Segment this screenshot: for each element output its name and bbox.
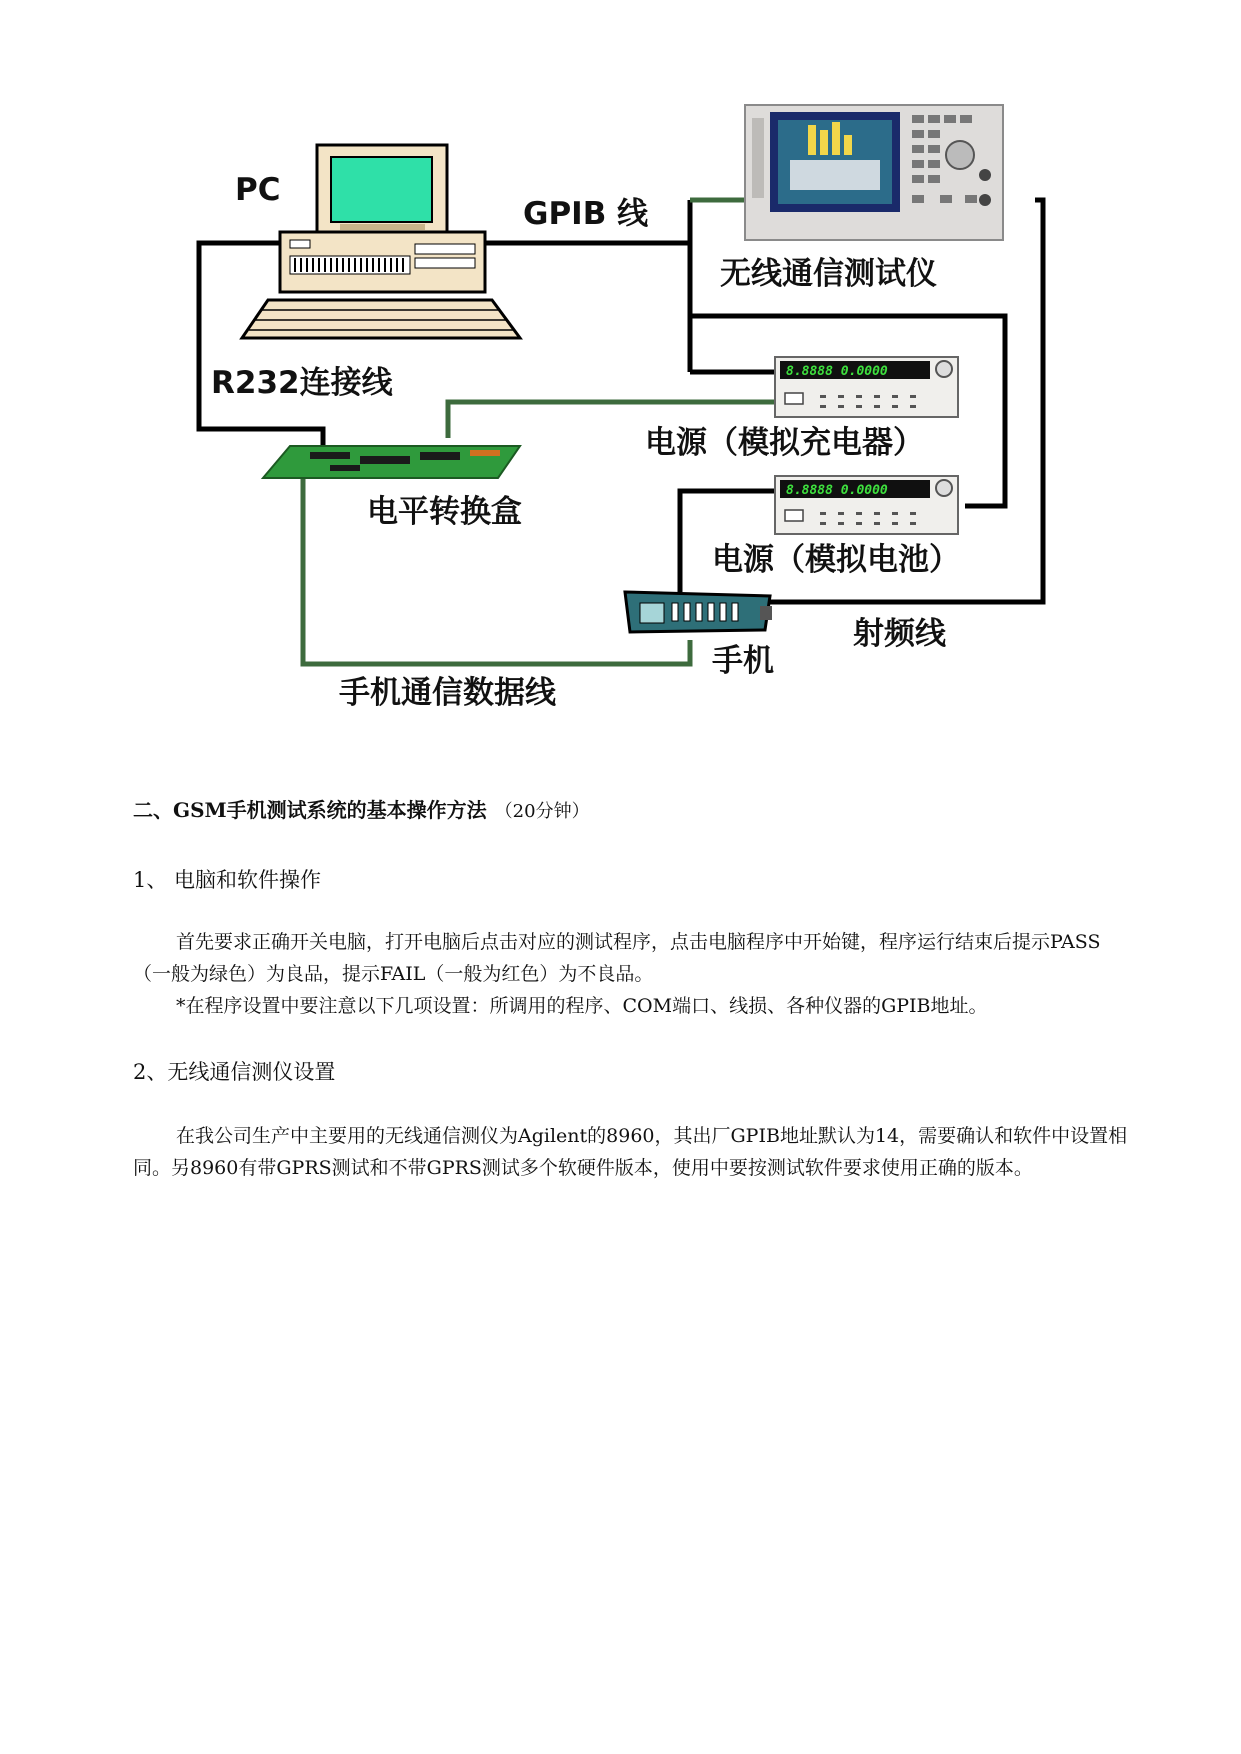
phone-icon [625,592,772,632]
power-supply-charger-icon [775,357,958,417]
label-r232: R232连接线 [211,365,393,401]
subsection-2-heading: 2、无线通信测仪设置 [133,1060,336,1084]
psu2-display: 8.8888 0.0000 [786,483,888,498]
label-power-charger: 电源（模拟充电器） [645,425,924,461]
label-pc: PC [235,172,281,208]
section-title [133,794,590,823]
label-level-box: 电平转换盒 [367,494,522,530]
label-phone-data-line: 手机通信数据线 [339,675,556,711]
section-duration: （20分钟） [494,801,590,822]
level-converter-box-icon [263,446,520,478]
label-power-battery: 电源（模拟电池） [712,542,960,578]
connection-diagram [0,0,1241,740]
subsection-1-heading: 1、 电脑和软件操作 [133,868,322,892]
wireless-tester-icon [745,105,1003,240]
label-phone: 手机 [712,643,774,679]
subsection-1-paragraph-1: 首先要求正确开关电脑，打开电脑后点击对应的测试程序，点击电脑程序中开始键，程序运行结束后提示PASS（一般为绿色）为良品，提示FAIL（一般为红色）为不良品。 [133,931,1101,985]
label-tester: 无线通信测试仪 [720,256,937,292]
power-supply-battery-icon [775,476,958,534]
subsection-2-paragraph-1: 在我公司生产中主要用的无线通信测仪为Agilent的8960，其出厂GPIB地址默认为14，需要确认和软件中设置相同。另8960有带GPRS测试和不带GPRS测试多个软硬件版本，使用中要按测试软件要求使用正确的版本。 [133,1125,1128,1179]
subsection-1-paragraph-2: *在程序设置中要注意以下几项设置：所调用的程序、COM端口、线损、各种仪器的GPIB地址。 [176,995,988,1017]
pc-icon [242,145,520,338]
section-title-text: 二、GSM手机测试系统的基本操作方法 [133,798,487,822]
psu1-display: 8.8888 0.0000 [786,364,888,379]
label-rf-line: 射频线 [853,616,946,652]
label-gpib: GPIB 线 [523,196,649,232]
